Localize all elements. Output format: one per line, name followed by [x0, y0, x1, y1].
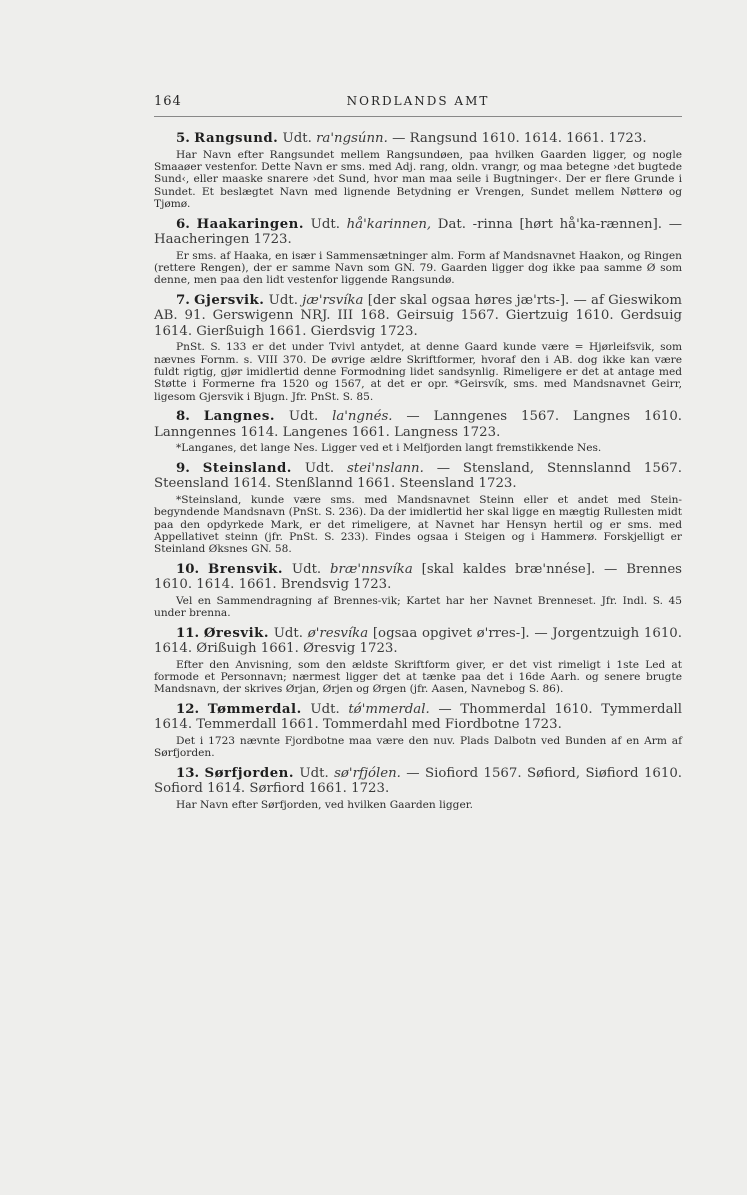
page-number: 164 [154, 94, 182, 109]
entry-number: 12. [176, 701, 200, 717]
pronunciation: jæ'rsvíka [302, 292, 364, 308]
farm-name: Rangsund. [194, 131, 279, 146]
historic-forms: — Stensland, Stennslannd 1567. Steensland 1614. Stenßlannd 1661. Steensland 1723. [154, 460, 682, 492]
entry-11 [154, 626, 682, 696]
entry-number: 7. [176, 292, 190, 308]
entry-text: *Langanes, det lange Nes. Ligger ved et i Melfjorden langt fremstikkende Nes. [176, 442, 602, 455]
entry-text: PnSt. S. 133 er det under Tvivl antydet, at denne Gaard kunde være = Hjørleifsvik, som nævnes Fornm. s. VIII 370. De øvrige ældre Skriftformer, hvoraf den i AB. dog ikke kan være fuldt rigtig, gjør imidlertid denne Formodning lidet sandsynlig. Rimeligere er det at antage med Støtte i Formerne fra 1520 og 1567, at det er opr. *Geirsvík, sms. med Mandsnavnet Geirr, ligesom Gjersvik i Bjugn. Jfr. PnSt. S. 85. [154, 341, 682, 403]
udt-label: Udt. [268, 292, 298, 308]
historic-forms: [der skal ogsaa høres jæ'rts-]. — af Gieswikom AB. 91. Gerswigenn NRJ. III 168. Geirsuig 1567. Giertzuig 1610. Gerdsuig 1614. Gierßuigh 1661. Gierdsvig 1723. [154, 292, 683, 339]
entry-text: Har Navn efter Rangsundet mellem Rangsundøen, paa hvilken Gaarden ligger, og nogle Smaaøer vestenfor. Dette Navn er sms. med Adj. rang, oldn. vrangr, og maa betegne ›det bugtede Sund‹, eller maaske snarere ›det Sund, hvor man maa seile i Bugtninger‹. Der er flere Grunde i Sundet. Et beslægtet Navn med lignende Betydning er Vrengen, Sundet mellem Nøtterø og Tjømø. [154, 148, 682, 211]
farm-name: Haakaringen. [196, 216, 304, 232]
entry-text: Har Navn efter Sørfjorden, ved hvilken Gaarden ligger. [176, 798, 473, 811]
running-title: NORDLANDS AMT [346, 94, 490, 108]
entry-5 [154, 131, 682, 211]
entry-number: 10. [176, 561, 200, 577]
farm-name: Brensvik. [208, 561, 283, 577]
entry-number: 5. [176, 131, 190, 146]
entry-number: 9. [176, 460, 190, 476]
historic-forms: [skal kaldes bræ'nnése]. — Brennes 1610. 1614. 1661. Brendsvig 1723. [154, 561, 683, 593]
entry-heading [154, 217, 682, 248]
header-rule [154, 116, 682, 117]
historic-forms: — Thommerdal 1610. Tymmerdall 1614. Temmerdall 1661. Tommerdahl med Fiordbotne 1723. [154, 701, 682, 733]
running-header [154, 94, 682, 114]
pronunciation: hå'karinnen, [346, 216, 432, 232]
entry-number: 13. [176, 765, 200, 781]
historic-forms: — Lanngenes 1567. Langnes 1610. Lanngennes 1614. Langenes 1661. Langness 1723. [154, 409, 683, 440]
entry-heading [154, 562, 682, 593]
udt-label: Udt. [282, 131, 312, 146]
pronunciation: stei'nslann. [346, 460, 424, 476]
udt-label: Udt. [288, 409, 319, 425]
pronunciation: ø'resvíka [307, 625, 369, 641]
farm-name: Steinsland. [202, 460, 292, 476]
entry-heading [154, 702, 682, 733]
pronunciation: la'ngnés. [332, 409, 393, 425]
entry-heading [154, 766, 682, 797]
entry-number: 6. [176, 216, 190, 232]
entry-heading [154, 626, 682, 657]
farm-name: Sørfjorden. [204, 765, 294, 781]
farm-name: Langnes. [203, 409, 275, 425]
entry-heading [154, 131, 682, 147]
entry-9 [154, 461, 682, 556]
entry-number: 8. [176, 409, 190, 425]
entry-heading [154, 461, 682, 492]
udt-label: Udt. [291, 561, 322, 577]
entry-8 [154, 409, 682, 454]
udt-label: Udt. [273, 625, 303, 641]
historic-forms: — Siofiord 1567. Søfiord, Siøfiord 1610. Sofiord 1614. Sørfiord 1661. 1723. [154, 765, 683, 797]
entry-text: Det i 1723 nævnte Fjordbotne maa være den nuv. Plads Dalbotn ved Bunden af en Arm af Sørfjorden. [154, 734, 682, 760]
farm-name: Øresvik. [203, 625, 269, 641]
pronunciation: tǿ'mmerdal. [348, 701, 430, 717]
entry-10 [154, 562, 682, 620]
entry-text: *Steinsland, kunde være sms. med Mandsnavnet Steinn eller et andet med Stein- begyndende Mandsnavn (PnSt. S. 236). Da der imidlertid her skal ligge en mægtig Rullesten midt paa den opdyrkede Mark, er det rimeligere, at Navnet har Hensyn hertil og er sms. med Appellativet steinn (jfr. PnSt. S. 233). Findes ogsaa i Steigen og i Hammerø. Forskjelligt er Steinland Øksnes GN. 58. [154, 493, 682, 556]
entry-text: Efter den Anvisning, som den ældste Skriftform giver, er det vist rimeligt i 1ste Led at formode et Personnavn; nærmest ligger det at tænke paa det i 16de Aarh. og senere brugte Mandsnavn, der skrives Ørjan, Ørjen og Ørgen (jfr. Aasen, Navnebog S. 86). [154, 658, 682, 696]
pronunciation: sø'rfjólen. [334, 765, 401, 781]
entry-list [154, 131, 682, 817]
historic-forms: [ogsaa opgivet ø'rres-]. — Jorgentzuigh 1610. 1614. Ørißuigh 1661. Øresvig 1723. [154, 625, 682, 657]
entry-12 [154, 702, 682, 760]
pronunciation: ra'ngsúnn. [316, 131, 388, 146]
entry-heading [154, 293, 682, 340]
udt-label: Udt. [310, 216, 340, 232]
historic-forms: — Rangsund 1610. 1614. 1661. 1723. [387, 131, 647, 146]
entry-heading [154, 409, 682, 440]
entry-13 [154, 766, 682, 811]
udt-label: Udt. [299, 765, 329, 781]
udt-label: Udt. [310, 701, 340, 717]
entry-7 [154, 293, 682, 404]
entry-number: 11. [176, 625, 200, 641]
entry-6 [154, 217, 682, 287]
farm-name: Tømmerdal. [207, 701, 302, 717]
udt-label: Udt. [304, 460, 335, 476]
farm-name: Gjersvik. [194, 292, 265, 308]
entry-text: Er sms. af Haaka, en især i Sammensætninger alm. Form af Mandsnavnet Haakon, og Ringen (rettere Rengen), der er samme Navn som GN. 79. Gaarden ligger dog ikke paa samme Ø som denne, men paa den lidt vestenfor liggende Rangsundø. [154, 249, 682, 287]
entry-text: Vel en Sammendragning af Brennes-vik; Kartet har her Navnet Brenneset. Jfr. Indl. S. 45 under brenna. [154, 594, 682, 620]
historic-forms: Dat. -rinna [hørt hå'ka-rænnen]. — Haacheringen 1723. [154, 216, 682, 248]
pronunciation: bræ'nnsvíka [330, 561, 413, 577]
